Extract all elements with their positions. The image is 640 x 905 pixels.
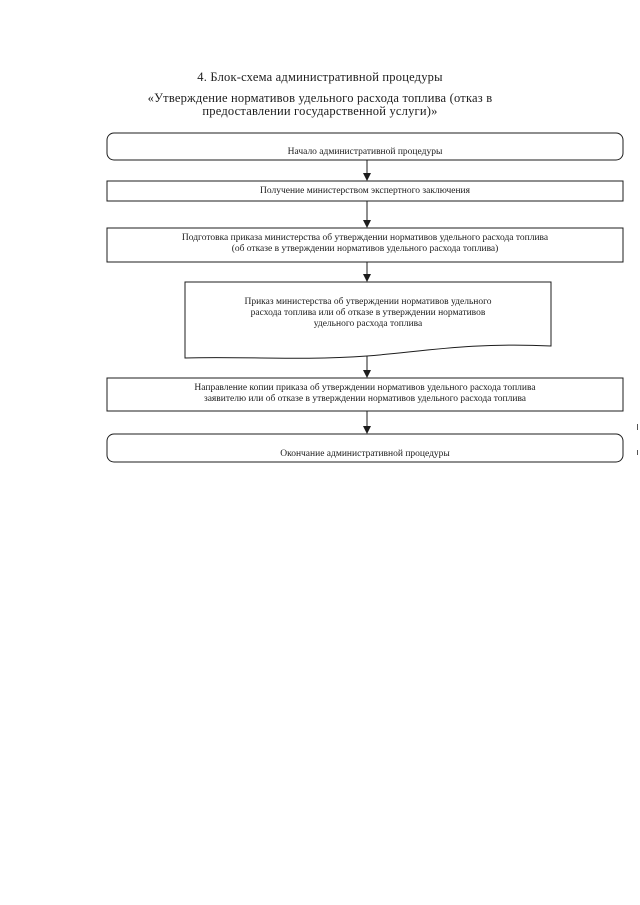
end-label: Окончание административной процедуры xyxy=(280,449,450,459)
order-document-label-line-2: расхода топлива или об отказе в утверждении нормативов xyxy=(250,308,486,318)
step-send-copy-label-line-2: заявителю или об отказе в утверждении нормативов удельного расхода топлива xyxy=(203,394,527,404)
procedure-name-line-1: «Утверждение нормативов удельного расхода топлива (отказ в xyxy=(147,91,493,105)
step-send-copy-label-line-1: Направление копии приказа об утверждении нормативов удельного расхода топлива xyxy=(194,383,536,393)
procedure-name-line-2: предоставлении государственной услуги)» xyxy=(202,104,438,118)
scan-mark xyxy=(637,450,638,455)
scan-mark xyxy=(637,424,638,430)
step-receive-conclusion-label: Получение министерством экспертного заключения xyxy=(259,186,471,196)
order-document-label-line-1: Приказ министерства об утверждении нормативов удельного xyxy=(244,297,492,307)
start-label: Начало административной процедуры xyxy=(287,147,443,157)
order-document-label-line-3: удельного расхода топлива xyxy=(313,319,423,329)
step-prepare-order-label-line-1: Подготовка приказа министерства об утверждении нормативов удельного расхода топлива xyxy=(181,233,549,243)
step-prepare-order-label-line-2: (об отказе в утверждении нормативов удельного расхода топлива) xyxy=(231,244,499,254)
page-title: 4. Блок-схема административной процедуры xyxy=(197,70,443,84)
